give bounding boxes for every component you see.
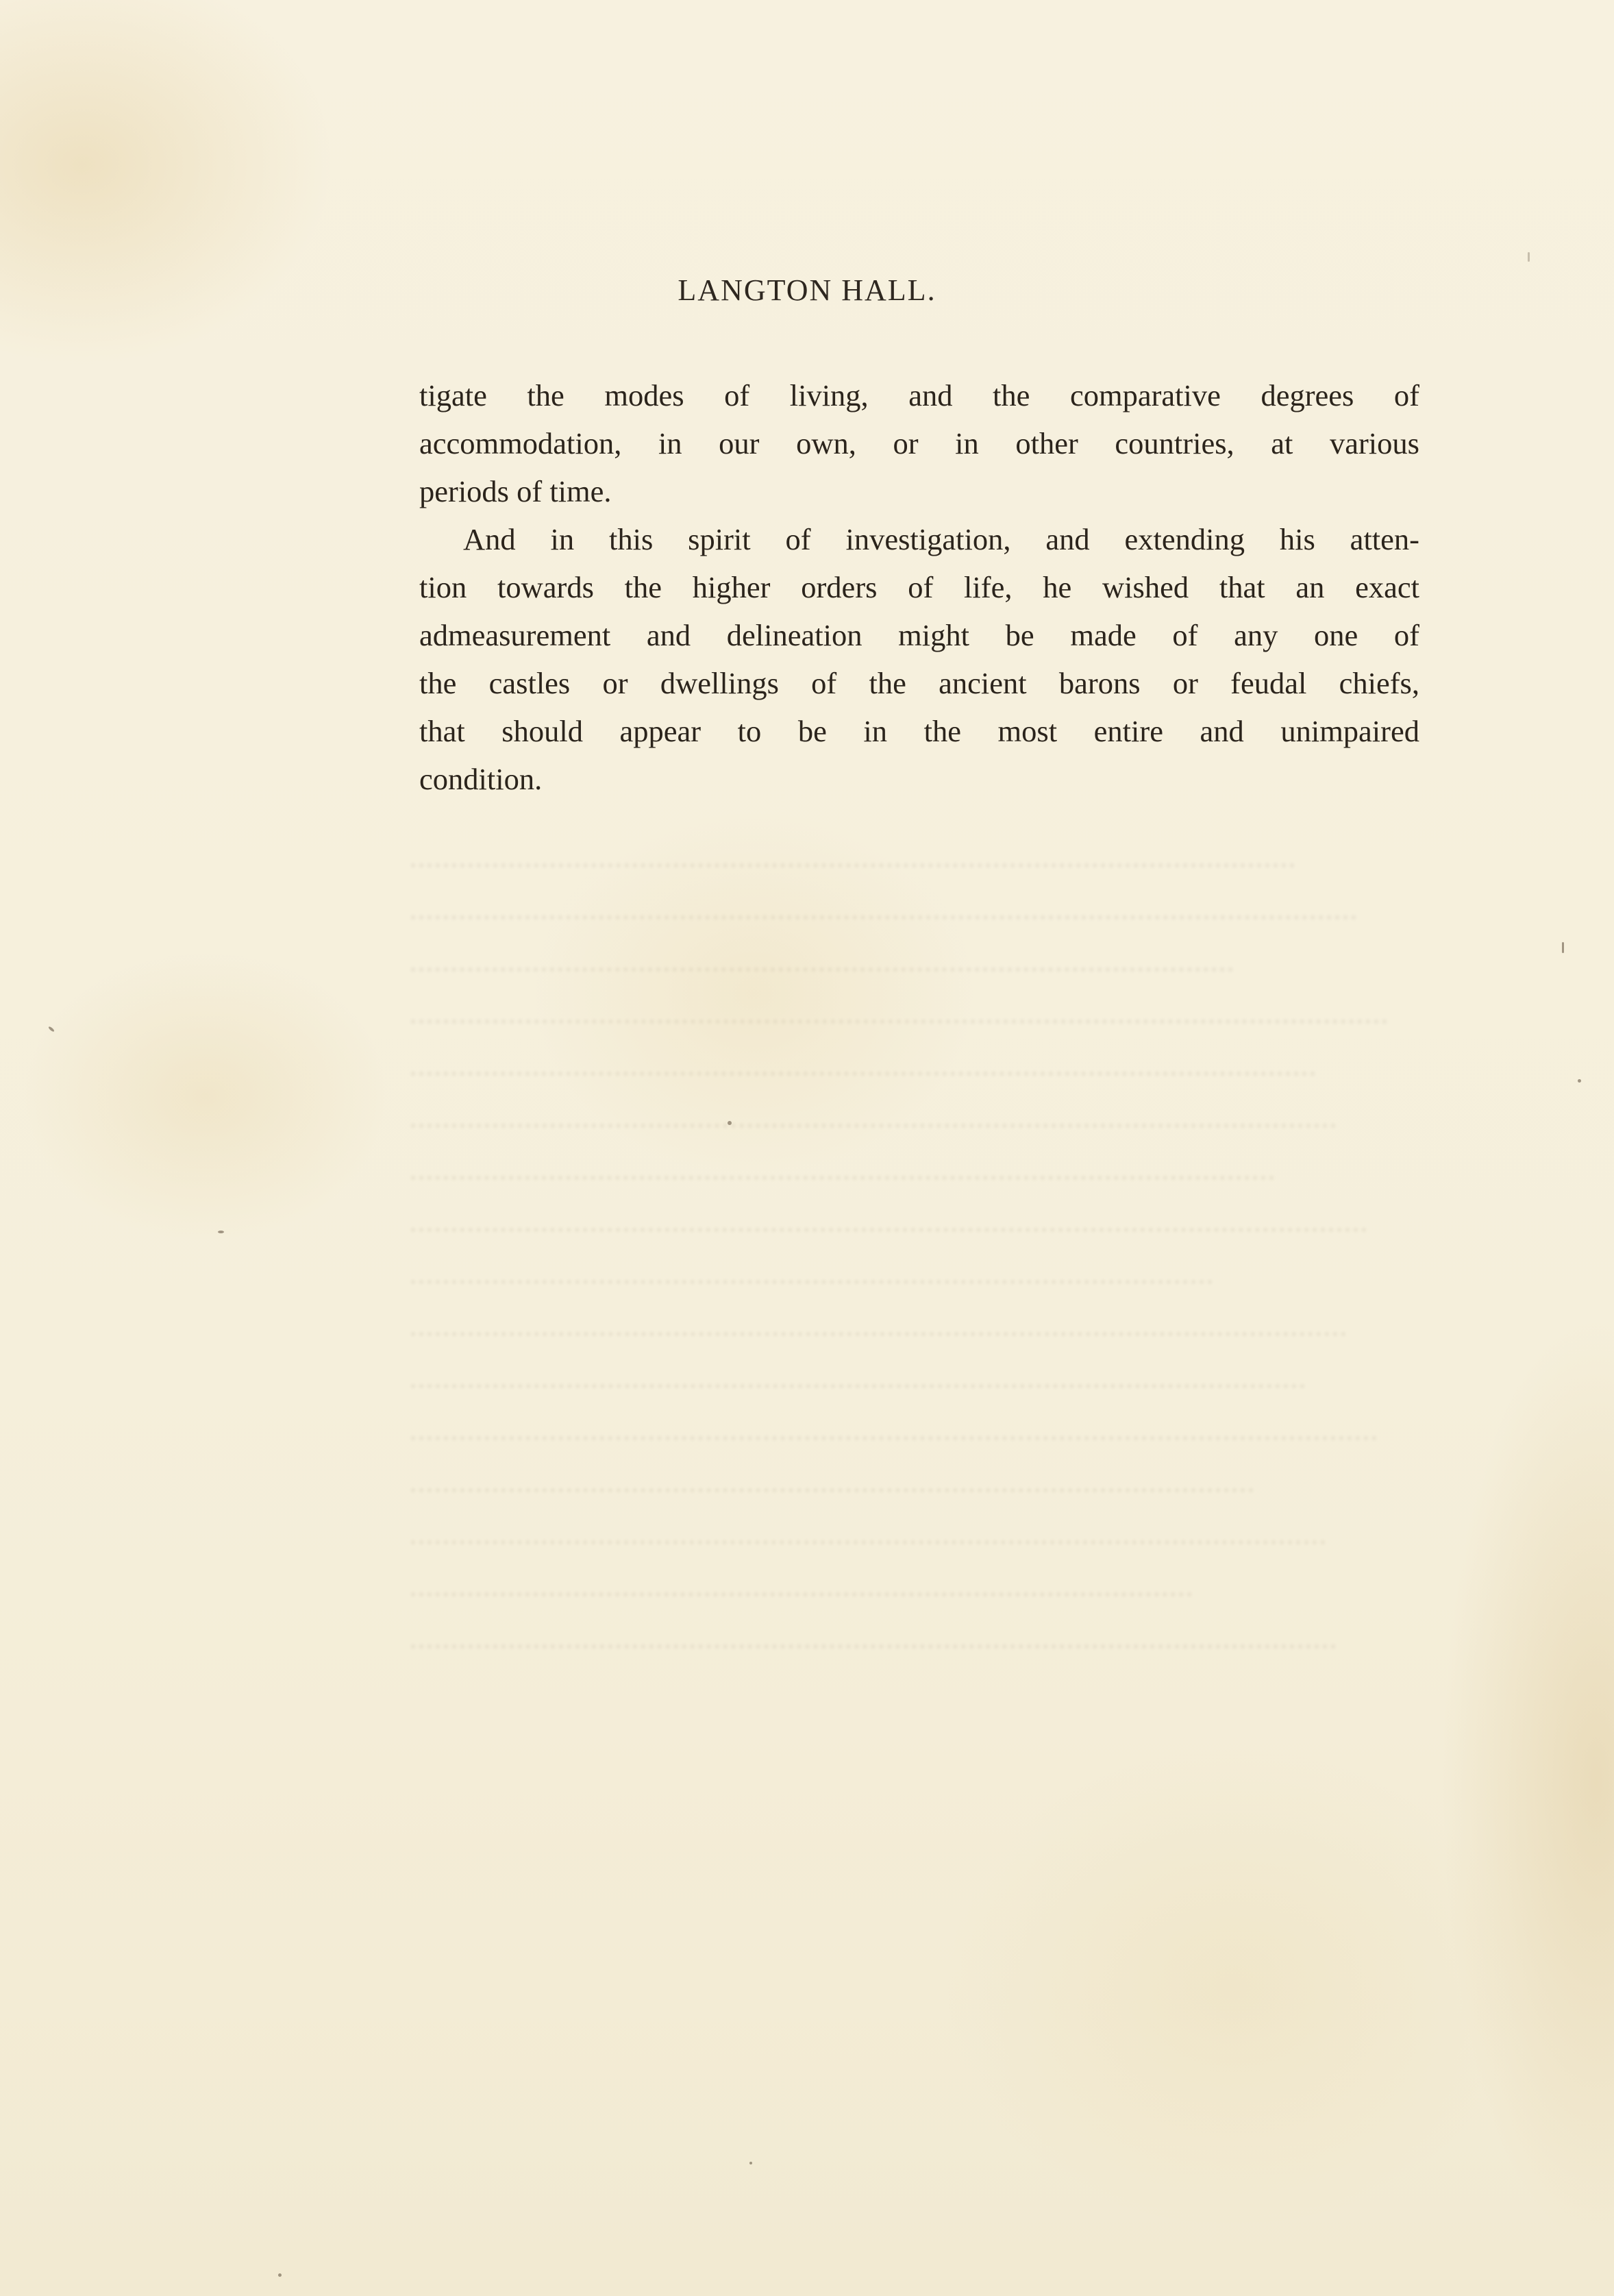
paper-speck xyxy=(728,1121,732,1125)
line-6: admeasurement and delineation might be made of any one of xyxy=(419,618,1419,652)
paper-speck xyxy=(278,2273,282,2277)
bleed-line xyxy=(411,1232,1213,1284)
bleed-line xyxy=(411,1024,1315,1076)
bleed-line xyxy=(411,1440,1254,1492)
text-line xyxy=(419,467,1419,515)
bleed-line xyxy=(411,1596,1336,1649)
text-line xyxy=(419,563,1419,611)
bleed-line xyxy=(411,1128,1274,1180)
show-through-text xyxy=(411,815,1439,1672)
paper-speck xyxy=(1562,942,1564,953)
bleed-line xyxy=(411,1544,1192,1596)
bleed-line xyxy=(411,919,1233,972)
paper-speck xyxy=(218,1231,224,1233)
line-3: periods of time. xyxy=(419,474,612,508)
bleed-line xyxy=(411,1284,1346,1336)
paper-speck xyxy=(749,2162,752,2164)
text-line xyxy=(419,755,1419,803)
line-7: the castles or dwellings of the ancient barons or feudal chiefs, xyxy=(419,666,1419,700)
text-line xyxy=(419,371,1419,419)
bleed-line xyxy=(411,815,1295,867)
paper-speck xyxy=(1578,1079,1581,1083)
bleed-line xyxy=(411,1180,1367,1232)
bleed-line xyxy=(411,867,1356,919)
line-9: condition. xyxy=(419,762,543,796)
line-2: accommodation, in our own, or in other countries, at various xyxy=(419,426,1419,460)
text-line xyxy=(419,659,1419,707)
text-line xyxy=(419,515,1419,563)
line-8: that should appear to be in the most entire and unimpaired xyxy=(419,714,1419,748)
body-text xyxy=(419,371,1419,803)
text-line xyxy=(419,611,1419,659)
line-1: tigate the modes of living, and the comparative degrees of xyxy=(419,378,1419,412)
bleed-line xyxy=(411,1492,1326,1544)
line-4: And in this spirit of investigation, and extending his atten- xyxy=(463,522,1419,556)
paper-speck xyxy=(1528,252,1530,262)
bleed-line xyxy=(411,1388,1377,1440)
line-5: tion towards the higher orders of life, he wished that an exact xyxy=(419,570,1419,604)
bleed-line xyxy=(411,972,1387,1024)
running-head: LANGTON HALL. xyxy=(678,273,936,307)
bleed-line xyxy=(411,1336,1305,1388)
text-line xyxy=(419,707,1419,755)
bleed-line xyxy=(411,1076,1336,1128)
paper-speck xyxy=(48,1026,55,1032)
text-line xyxy=(419,419,1419,467)
